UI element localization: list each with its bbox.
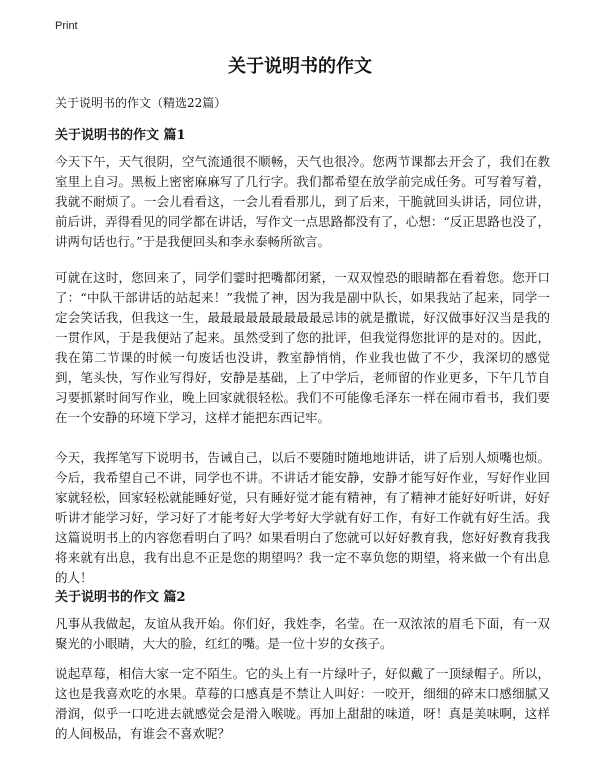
page-title: 关于说明书的作文: [228, 56, 372, 77]
section-1-paragraph-2: 可就在这时，您回来了，同学们霎时把嘴都闭紧，一双双惶恐的眼睛都在看着您。您开口了：“中队干部讲话的站起来！”我慌了神，因为我是副中队长，如果我站了起来，同学一定会笑话我，但我这一生，最最最最最最最最最忌讳的就是撒谎，好汉做事好汉当是我的一贯作风，于是我便站了起来。虽然受到了您的批评，但我觉得您批评的是对的。因此，我在第二节课的时候一句废话也没讲，教室静悄悄，作业我也做了不少，我深切的感觉到，笔头快，写作业写得好，安静是基础，上了中学后，老师留的作业更多，下午几节自习要抓紧时间写作业，晚上回家就很轻松。我们不可能像毛泽东一样在闹市看书，我们要在一个安静的环境下学习，这样才能把东西记牢。: [55, 270, 550, 425]
section-2-paragraph-2: 说起草莓，相信大家一定不陌生。它的头上有一片绿叶子，好似戴了一顶绿帽子。所以，这也是我喜欢吃的水果。草莓的口感真是不禁让人叫好：一咬开，细细的碎末口感细腻又滑润，似乎一口吃进去就感觉会是滑入喉咙。再加上甜甜的味道，呀！真是美味啊，这样的人间极品，有谁会不喜欢呢？: [55, 666, 550, 741]
section-1-paragraph-3: 今天，我挥笔写下说明书，告诫自己，以后不要随时随地地讲话，讲了后别人烦嘴也烦。今后，我希望自己不讲，同学也不讲。不讲话才能安静，安静才能写好作业，写好作业回家就轻松，回家轻松就能睡好觉，只有睡好觉才能有精神，有了精神才能好好听讲，好好听讲才能学习好，学习好了才能考好大学考好大学就有好工作，有好工作就有好生活。我这篇说明书上的内容您看明白了吗？如果看明白了您就可以好好教育我，您好好教育我我将来就有出息，我有出息不正是您的期望吗？我一定不辜负您的期望，将来做一个有出息的人！: [55, 450, 550, 585]
document-subtitle: 关于说明书的作文（精选22篇）: [55, 96, 227, 110]
section-1-paragraph-1: 今天下午，天气很阴，空气流通很不顺畅，天气也很冷。您两节课都去开会了，我们在教室里上自习。黑板上密密麻麻写了几行字。我们都希望在放学前完成任务。可写着写着，我就不耐烦了。一会儿看看这，一会儿看看那儿，到了后来，干脆就回头讲话，同位讲，前后讲，弄得看见的同学都在讲话，写作文一点思路都没有了，心想：“反正思路也没了，讲两句话也行。”于是我便回头和李永泰畅所欲言。: [55, 154, 550, 249]
print-link[interactable]: Print: [55, 20, 78, 32]
section-2-paragraph-1: 凡事从我做起，友谊从我开始。你们好，我姓李，名莹。在一双浓浓的眉毛下面，有一双聚光的小眼睛，大大的脸，红红的嘴。是一位十岁的女孩子。: [55, 616, 550, 651]
section-heading-1: 关于说明书的作文 篇1: [55, 128, 186, 143]
section-heading-2: 关于说明书的作文 篇2: [55, 590, 186, 605]
